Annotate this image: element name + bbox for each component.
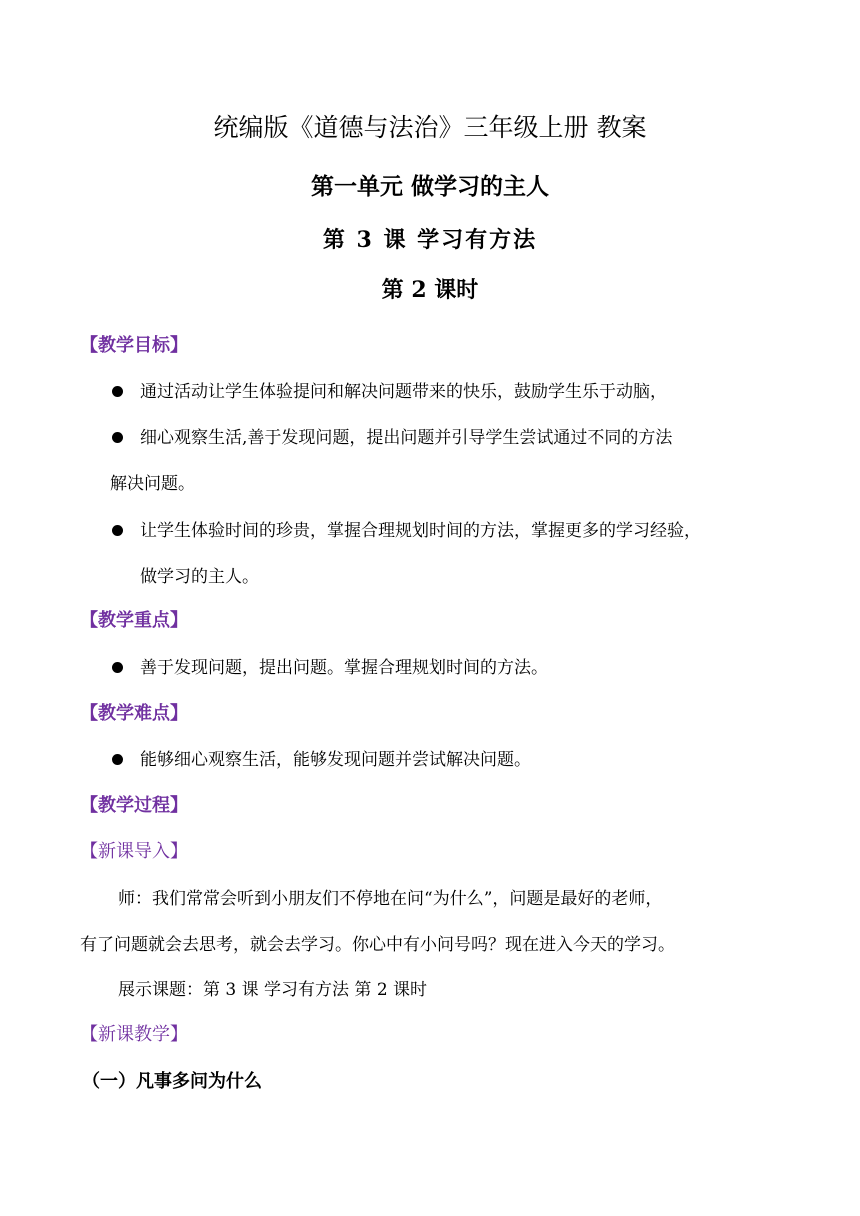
difficulty-item-1: 能够细心观察生活，能够发现问题并尝试解决问题。: [140, 750, 531, 770]
bullet-icon: [112, 424, 128, 452]
section-1-heading: （一）凡事多问为什么: [82, 1071, 262, 1092]
process-heading: 【教学过程】: [80, 795, 188, 816]
bullet-icon: [112, 378, 128, 406]
intro-heading: 【新课导入】: [80, 841, 188, 862]
objective-item-3-line-1: 让学生体验时间的珍贵，掌握合理规划时间的方法，掌握更多的学习经验，: [140, 521, 701, 541]
key-point-item-1: 善于发现问题，提出问题。掌握合理规划时间的方法。: [140, 658, 548, 678]
objectives-heading: 【教学目标】: [80, 335, 188, 356]
unit-title: 第一单元 做学习的主人: [310, 174, 549, 200]
objective-item-1: 通过活动让学生体验提问和解决问题带来的快乐，鼓励学生乐于动脑，: [140, 382, 667, 402]
teaching-heading: 【新课教学】: [80, 1024, 188, 1045]
objective-item-2-line-1: 细心观察生活,善于发现问题，提出问题并引导学生尝试通过不同的方法: [140, 428, 673, 448]
period-title: 第 2 课时: [381, 277, 479, 303]
objective-item-2-line-2: 解决问题。: [110, 474, 195, 494]
intro-paragraph-line-3: 展示课题：第 3 课 学习有方法 第 2 课时: [118, 980, 428, 1000]
intro-paragraph-line-1: 师：我们常常会听到小朋友们不停地在问“为什么”，问题是最好的老师，: [118, 889, 663, 909]
difficulties-heading: 【教学难点】: [80, 703, 188, 724]
intro-paragraph-line-2: 有了问题就会去思考，就会去学习。你心中有小问号吗？现在进入今天的学习。: [80, 935, 675, 955]
key-points-heading: 【教学重点】: [80, 610, 188, 631]
lesson-title: 第 3 课 学习有方法: [322, 227, 538, 253]
objective-item-3-line-2: 做学习的主人。: [140, 567, 259, 587]
bullet-icon: [112, 654, 128, 682]
document-title: 统编版《道德与法治》三年级上册 教案: [213, 113, 647, 142]
bullet-icon: [112, 746, 128, 774]
bullet-icon: [112, 517, 128, 545]
